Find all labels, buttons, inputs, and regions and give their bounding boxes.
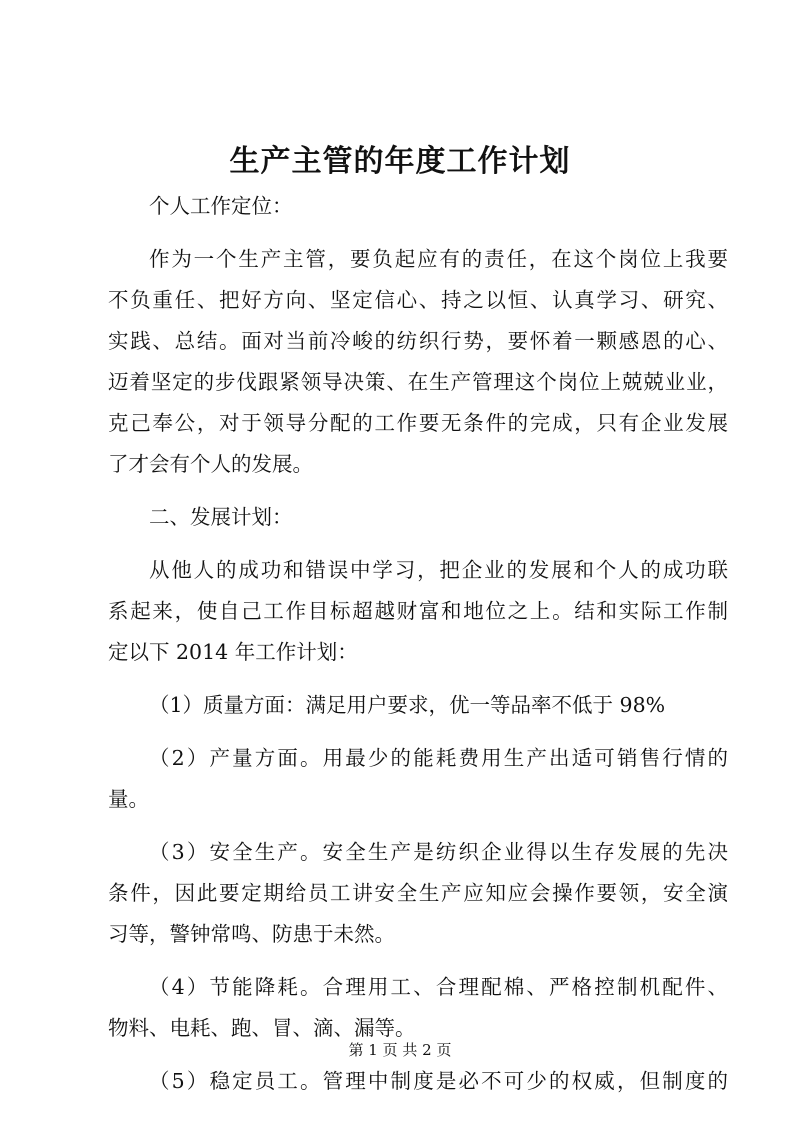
document-body	[108, 186, 728, 1102]
text-line: 作为一个生产主管，要负起应有的责任，在这个岗位上我要	[149, 247, 728, 271]
text-line: 定以下 2014 年工作计划：	[108, 640, 358, 664]
document-title: 生产主管的年度工作计划	[229, 144, 571, 179]
paragraph-gap	[108, 820, 728, 832]
paragraph-gap	[108, 726, 728, 738]
text-line: （4）节能降耗。合理用工、合理配棉、严格控制机配件、	[149, 975, 728, 999]
text-line: 了才会有个人的发展。	[108, 452, 313, 476]
paragraph-gap	[108, 485, 728, 497]
text-line: （1）质量方面：满足用户要求，优一等品率不低于 98%	[149, 693, 666, 717]
text-line: 量。	[108, 787, 149, 811]
text-line: 系起来，使自己工作目标超越财富和地位之上。结和实际工作制	[108, 599, 728, 623]
paragraph-gap	[108, 955, 728, 967]
text-line: 克己奉公，对于领导分配的工作要无条件的完成，只有企业发展	[108, 411, 728, 435]
text-line: 不负重任、把好方向、坚定信心、持之以恒、认真学习、研究、	[108, 288, 728, 312]
text-line: 物料、电耗、跑、冒、滴、漏等。	[108, 1016, 416, 1040]
text-line: 从他人的成功和错误中学习，把企业的发展和个人的成功联	[149, 558, 728, 582]
text-line: 迈着坚定的步伐跟紧领导决策、在生产管理这个岗位上兢兢业业，	[108, 370, 728, 394]
paragraph-gap	[108, 673, 728, 685]
text-line: 条件，因此要定期给员工讲安全生产应知应会操作要领，安全演	[108, 881, 728, 905]
page-footer: 第 1 页 共 2 页	[348, 1041, 452, 1059]
text-line: 二、发展计划：	[149, 505, 293, 529]
paragraph-gap	[108, 227, 728, 239]
paragraph-gap	[108, 538, 728, 550]
text-line: （2）产量方面。用最少的能耗费用生产出适可销售行情的	[149, 746, 728, 770]
text-line: （5）稳定员工。管理中制度是必不可少的权威，但制度的	[149, 1069, 728, 1093]
text-line: 实践、总结。面对当前冷峻的纺织行势，要怀着一颗感恩的心、	[108, 329, 728, 353]
text-line: 习等，警钟常鸣、防患于未然。	[108, 922, 395, 946]
text-line: （3）安全生产。安全生产是纺织企业得以生存发展的先决	[149, 840, 728, 864]
text-line: 个人工作定位：	[149, 194, 293, 218]
